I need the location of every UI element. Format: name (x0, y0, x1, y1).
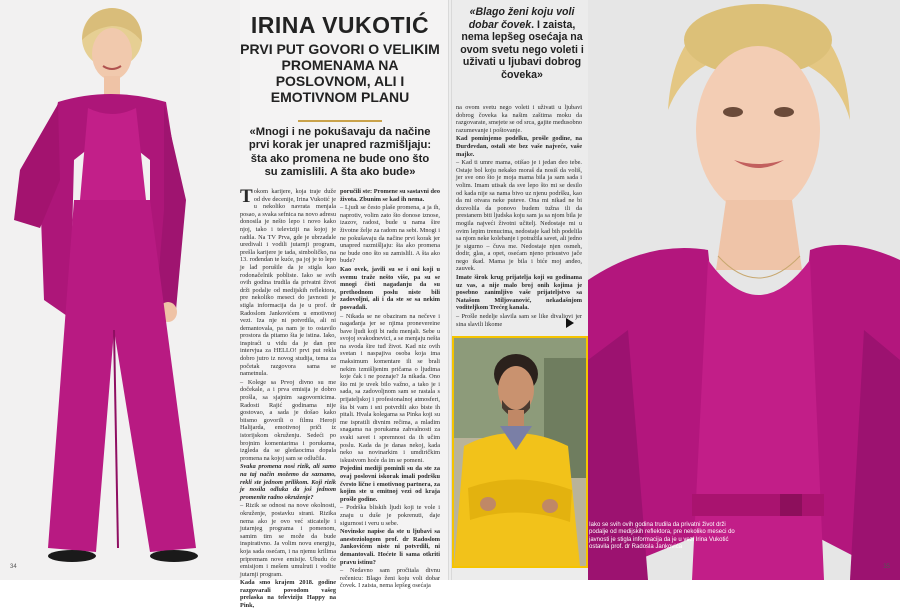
interview-question: Novinske napise da ste u ljubavi sa anesteziologom prof. dr Radoslom Jankovićem niste ni potvrdili, ni demantovali. Hoćete li sama otkriti pravu istinu? (340, 528, 440, 566)
pull-quote (456, 6, 588, 82)
article-paragraph: na ovom svetu nego voleti i uživati u ljubavi dobrog čoveka ka našim zaštima moku da razgovarate, smejete se od srca, gajite međusobno razumevanje i poštovanje. (456, 104, 582, 134)
article-paragraph: – Podrška bliskih ljudi koji te vole i znaju u duše je pokrenuti, daje sigurnost i veru u sebe. (340, 504, 440, 527)
article-paragraph: – Ljudi se često plaše promena, a ja ih, naprotiv, volim zato što donose iznose, izazov, radost, bude u nama šire životne želje za radom na sebi. Mnogi i ne pokušavaju da načine prvi korak jer unapred razmišljaju: šta ako promena ne bude ono što su zamislili. A šta ako bude? (340, 204, 440, 265)
article-paragraph: poručili ste: Promene su sastavni deo života. Zbunim se kad ih nema. (340, 188, 440, 203)
page-number-right: 35 (883, 564, 890, 570)
lead-paragraph: «Mnogi i ne pokušavaju da načine prvi korak jer unapred razmišljaju: šta ako promena ne bude ono što su zamislili. A šta ako bude» (248, 126, 432, 179)
interview-question: Kada smo krajem 2018. godine razgovarali povodom vašeg prelaska na televiziju Happy na Pink, (240, 579, 336, 610)
article-column-2 (340, 188, 440, 590)
page-number-left: 34 (10, 564, 17, 570)
article-paragraph: – Nikada se ne obaziram na nečeve i nagađanja jer se njima pronevereine bave ljudi koji bi radu menjali. Sebe u svojoj svakodnevici, a se menjaju nešta na svoda šire tuđ život. Kad niz ovih svetan i naspajiva osoba koja ima maksimum komentare ili se brali nekim izmišljenim pričama o ljudima koje čak i ne poznaje? Ja nikada. Ono što mi je uvek bilo važno, a tako je i sada, sa zadovoljnom sam se rastala s prijateljskoj i profesionalnoj atmosferi, šta bi vam i sni potvrdili ako biste ih pitali. Hvala kolegama sa Pinka koji su me ispratili divnim rečima, a mladim snagama na porukama zahvalnosti za svaki savet i spremnost da ih učim poslu. Kada da je danas nekoj, kada neko sa novinarkim i umdiričkim iskustvom hoće da im se pomeni. (340, 312, 440, 464)
headline-name: IRINA VUKOTIĆ (250, 12, 430, 38)
drop-cap: T (240, 186, 253, 207)
gold-divider (298, 120, 382, 122)
article-paragraph: – Kad ti umre mama, otišao je i jedan deo tebe. Ostaje bol koju nekako moraš da nosiš da voliš, jer sve ono što je moja mama bila ja sam sada i volim. Imam utisak da sve lepo što mi se desilo od kada nije sa nama bivo uz njenu podršku, kao da mi otvara neke puteve. Ona mi nikad ne bi dozvolila da ponovo budem tužna ili da prestanem biti ljudska koju sam ja sa njom bila je mogila najveći životni učitelj. Nedostaje mi u ovim lepim trenucima, nedostaje kad bih podelila sa njom neke kolebanje i potražila savet, ali jedno je sigurno – čuva me. Nedostaje njen osmeh, dodir, glas, a opet, osećam njeno prisustvo jače nego ikad. Mama je bila i biće moj anđeo, zauvek. (456, 159, 582, 273)
continue-arrow-icon (566, 318, 574, 328)
woman-in-magenta-suit-photo (0, 0, 240, 580)
interview-question: Kad pominjemo podelku, prošle godine, na Đurđevdan, ostali ste bez vaše najveće, vaše majke. (456, 135, 582, 158)
article-paragraph: – Nedavno sam pročitala divnu rečenicu: Blago ženi koju voli dobar čovek. I zaista, nema lepšeg osećaja (340, 567, 440, 590)
article-column-1 (240, 186, 336, 610)
photo-caption: Iako se svih ovih godina trudila da privatni život drži podalje od medijskih reflektora, pre nekoliko meseci do javnosti je stigla informacija da je u vezi Irina Vukotić ostavila prof. dr Radosla Jankovića (589, 522, 735, 551)
pull-quote-italic: «Blago ženi koju voli dobar čovek (468, 6, 575, 31)
inset-photo-man-yellow-sweater (452, 336, 588, 568)
headline (240, 12, 440, 105)
interview-question: Imate širok krug prijatelja koji su godinama uz vas, a nije malo broj onih kojima je posebno zanimljivo vaše prijateljstvo sa Natašom Miljovanović, nekadašnjom voditeljkom Trećeg kanala. (456, 274, 582, 312)
article-paragraph: – Kolege sa Prvoj divno su me dočekale, a i prva emisija je dobro prošla, sa sjajnim sagovornicima. Radosti Rajić godinama nije gostovao, a sada je došao kako biismo govorili o filmu Heroji Halijarda, emotivnoj priči iz istorijskom okruženju. Sedeći po brojnim komentarima i porukama, izgleda da se gledaocima dopala promena na kojoj sam se odlučila. (240, 378, 336, 462)
article-paragraph: – Prošle nedelje slavila sam se like divaliovi jer sina slavili likome (456, 313, 582, 328)
pull-quote-rest: . I zaista, nema lepšeg osećaja na ovom svetu nego voleti i uživati u ljubavi dobrog čoveka» (460, 18, 584, 81)
interview-question: Kao ovek, javili su se i oni koji u svemu traže nešto više, pa su se mnogi čisti nagađanju da su prethodnom poslu niste bili zadovoljni, ali i da ste se sa nekim posvađali. (340, 265, 440, 311)
interview-question: Pojedini mediji pominli su da ste za ovaj poslovni iskorak imali podršku čvrsto lične i emotivnog partnera, za kojim ste u emitnoj vezi od kraja prošle godine. (340, 465, 440, 503)
interview-question: Svaka promena nosi rizik, ali samo na taj način možemo da saznamo, rekli ste jednom prilikom. Koji rizik je nosila odluka da još jednom promenite radno okruženje? (240, 463, 336, 501)
article-paragraph: Tokom karijere, koja traje duže od dve decenije, Irina Vukotić je u nekoliko navrata menjala posao, a svaka sefnica na novo adresu donosila je nešto lepo i novo kako njoj, tako i televiziji na kojoj je radila. Na TV Prva, gde je ubrzadale uredivali i vodili jutarnji program, prešla karijere je tada, simboličko, na 13. rođendan te kuće, pa joj je to lepo je lađ porušile da je stigla kao rodonačelnik pobliste. Iako se svih ovih godina trudila da privatni život drži podalje od medijskih reflektora, pre nekoliko meseci do javnosti je stigla informacija da je u prof. dr Radoslom Jankovićem u emotivnoj vezi. Iza nje ni potvrdila, ali ni demantovala, pa nam je to ostavilo prostora da pitamo šta je istina. Iako, inspiraći u vidu da je dan pre intervjua za HELLO! prvi put rekla dobro jutro iz novog studija, tema za početak razgovora sama se nametnula. (240, 186, 336, 378)
man-portrait-illustration (454, 338, 586, 566)
article-column-3 (456, 104, 582, 332)
woman-closeup-photo (588, 0, 900, 580)
headline-subtitle: PRVI PUT GOVORI O VELIKIM PROMENAMA NA POSLOVNOM, ALI I EMOTIVNOM PLANU (240, 41, 440, 105)
article-paragraph: – Rizik se odnosi na nove okolnosti, okruženje, postavku strani. Rizika nema ako je ovo već sticatelje i jutarnjeg programa i pomenom, samim tim se može da bude inspirativno. Ja volim novu energiju, koja sada osećam, i na njemu krilima pripremam nove emisije. Ubudu će emisijom i mešem umulruti i vodite jutarnji program. (240, 502, 336, 578)
